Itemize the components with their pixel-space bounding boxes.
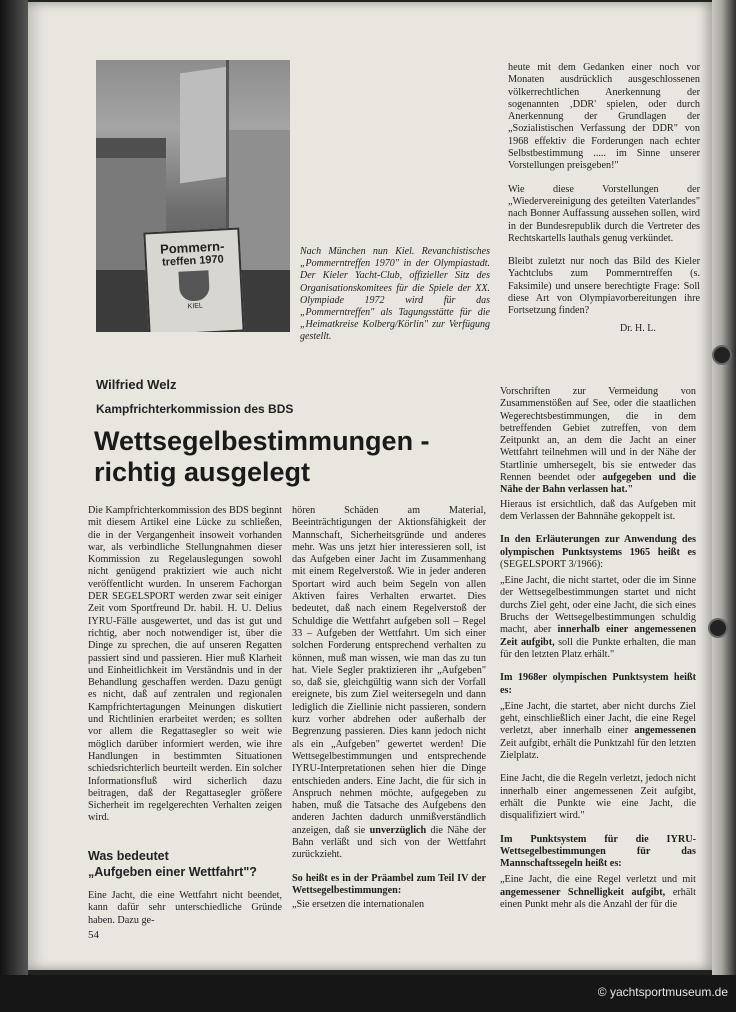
photo-sign <box>143 228 244 332</box>
watermark: © yachtsportmuseum.de <box>597 985 728 999</box>
subheading-line: „Aufgeben einer Wettfahrt"? <box>88 865 257 879</box>
photo-roof <box>96 138 166 158</box>
paragraph: Vorschriften zur Vermeidung von Zusammenstößen auf See, oder die staatlichen Wegerechtsbestimmungen, die in dem betreffenden Gebiet zutreffen, von dem Zeitpunkt an, an dem die Jacht an einer Wettfahrt teilnehmen will und in der Nähe der Startlinie umhersegelt, bis sie entweder das Rennen beendet oder aufgegeben und die Nähe der Bahn verlassen hat." <box>500 386 696 496</box>
paragraph: Die Kampfrichterkommission des BDS beginnt mit diesem Artikel eine Lücke zu schließen, die in der Vergangenheit insoweit vorhanden war, als verbindliche Stellungnahmen dieser Kommission zu Regelauslegungen sowohl nicht genügend praktiziert wie auch nicht veröffentlicht wurden. In unserem Fachorgan DER SEGELSPORT werden zwar seit einiger Zeit vom Sportfreund Dr. habil. H. U. Delius IYRU-Fälle ausgewertet, und das ist gut und richtig, aber noch notwendiger ist, über die Dinge zu sprechen, die auf unseren Regatten passiert sind und passieren. Hier muß Klarheit und Einheitlichkeit im Verständnis und in der Behandlung geschaffen werden. Dazu genügt es nicht, daß auf zentralen und regionalen Kampfrichtertagungen Meinungen diskutiert und Richtlinien erarbeitet werden; es sollten vor allem die Regattasegler so weit wie möglich darüber informiert werden, wie ihre Handlungen in bestimmten Situationen schiedsrichterlich beurteilt werden. Ein solcher Informationsfluß wird sicherlich dazu beitragen, daß der Regattasegler größere Sicherheit im regelgerechten Verhalten zeigen wird. <box>88 505 282 824</box>
article-column-2 <box>292 505 486 923</box>
photo-flag <box>180 67 228 184</box>
paragraph: Bleibt zuletzt nur noch das Bild des Kieler Yachtclubs zum Pommerntreffen (s. Faksimile) und unsere berechtigte Frage: Soll diese Art von Olympiavorbereitungen ihre Fortsetzung finden? <box>508 256 700 317</box>
sign-text: treffen 1970 <box>161 253 225 269</box>
paragraph: „Eine Jacht, die nicht startet, oder die im Sinne der Wettsegelbestimmungen startet und nicht durchs Ziel geht, oder eine Jacht, die sich eines Bruchs der Wettsegelbestimmungen schuldig macht, aber innerhalb einer angemessenen Zeit aufgibt, soll die Punkte erhalten, die man für den letzten Platz erhält." <box>500 575 696 660</box>
paragraph: Hieraus ist ersichtlich, daß das Aufgeben mit dem Verlassen der Bahnnähe gekoppelt ist. <box>500 498 696 522</box>
headline-line: Wettsegelbestimmungen - <box>94 426 430 456</box>
article-column-1-continued <box>88 890 282 938</box>
photo-kiel-yacht-club <box>96 60 290 332</box>
paragraph-heading: Im 1968er olympischen Punktsystem heißt es: <box>500 672 696 696</box>
paragraph: heute mit dem Gedanken einer noch vor Monaten ausdrücklich ausgeschlossenen völkerrechtlichen Anerkennung der sogenannten ‚DDR' spielen, oder durch Anerkennung der Grundlagen der „Sozialistischen Verfassung der DDR" von 1968 effektiv die Forderungen nach echter Selbstbestimmung ..... im Sinne unserer Vorstellungen preisgeben!" <box>508 62 700 172</box>
sign-text: KIEL <box>187 302 204 311</box>
author-name: Wilfried Welz <box>96 377 177 392</box>
sign-text: Pommern- <box>159 238 225 257</box>
paragraph-heading: So heißt es in der Präambel zum Teil IV der Wettsegelbestimmungen: <box>292 872 486 896</box>
crest-icon <box>178 270 210 302</box>
signature: Dr. H. L. <box>620 323 656 334</box>
paragraph: Eine Jacht, die die Regeln verletzt, jedoch nicht innerhalb einer angemessenen Zeit aufgibt, erhält die Punkte wie eine Jacht, die disqualifiziert wird." <box>500 773 696 822</box>
paragraph: „Sie ersetzen die internationalen <box>292 899 425 911</box>
section-subheading <box>88 848 257 880</box>
paragraph-heading: Im Punktsystem für die IYRU-Wettsegelbestimmungen für das Mannschaftssegeln heißt es: <box>500 833 696 870</box>
scan-right-edge <box>712 0 736 975</box>
article-headline <box>94 426 430 488</box>
paragraph-heading: In den Erläuterungen zur Anwendung des olympischen Punktsystems 1965 heißt es (SEGELSPORT 3/1966): <box>500 534 696 570</box>
binder-hole-icon <box>708 618 728 638</box>
headline-line: richtig ausgelegt <box>94 457 311 487</box>
top-right-column <box>508 62 700 329</box>
photo-caption: Nach München nun Kiel. Revanchistisches „Pommerntreffen 1970" in der Olympiastadt. Der Kieler Yacht-Club, offizieller Sitz des Organisationskomitees für die Spiele der XX. Olympiade 1972 wird für das „Pommerntreffen" als Tagungsstätte für die „Heimatkreise Kolberg/Körlin" zur Verfügung gestellt. <box>300 246 490 343</box>
subheading-line: Was bedeutet <box>88 849 169 863</box>
paragraph: Wie diese Vorstellungen der „Wiedervereinigung des geteilten Vaterlandes" nach Bonner Auffassung aussehen sollen, wird in der Bundesrepublik durch die Vertreter des Rechtskartells lauthals genug verkündet. <box>508 183 700 244</box>
paragraph: „Eine Jacht, die eine Regel verletzt und mit angemessener Schnelligkeit aufgibt, erhält einen Punkt mehr als die Anzahl der für die <box>500 874 697 910</box>
page-number: 54 <box>88 929 99 941</box>
article-column-3 <box>500 386 696 922</box>
paragraph: hören Schäden am Material, Beeinträchtigungen der Aktionsfähigkeit der Mannschaft, Sicherheitsgründe und anderes mehr. Was uns jetzt hier interessieren soll, ist das Aufgeben einer Jacht im Zusammenhang mit einem Regelverstoß. Wie in jeder anderen Sportart wird auch beim Segeln von allen Aktiven faires Verhalten erwartet. Dies bedeutet, daß nach einem Regelverstoß der Schuldige die Wettfahrt aufgeben soll – Regel 33 – Aufgeben der Wettfahrt. Um sich einer solchen Forderung entsprechend verhalten zu können, muß man wissen, wie man das zu tun hat. Viele Segler praktizieren ihr „Aufgeben" so, daß sie, gleichgültig wann sich der Vorfall ereignete, bis zum Ziel weitersegeln und dann lediglich die Ziellinie nicht passieren, sondern kurz vorher abdrehen oder außerhalb der Begrenzung passieren. Dies kann jedoch nicht als ein „Aufgeben" gewertet werden! Die Wettsegelbestimmungen und entsprechende IYRU-Interpretationen sehen hier die Dinge entschieden anders. Eine Jacht, die für sich in Anspruch nehmen möchte, aufgegeben zu haben, muß die Tatsache des Aufgebens den anderen Jachten dadurch unmißverständlich anzeigen, daß sie unverzüglich die Nähe der Bahn verläßt und sich von der Wettfahrt zurückzieht. <box>292 505 487 861</box>
scan-left-edge <box>0 0 28 975</box>
article-column-1 <box>88 505 282 836</box>
paragraph: „Eine Jacht, die startet, aber nicht durchs Ziel geht, einschließlich einer Jacht, die eine Regel verletzt, aber innerhalb einer angemessenen Zeit aufgibt, erhält die Punktzahl für den letzten Zielplatz. <box>500 700 697 762</box>
author-department: Kampfrichterkommission des BDS <box>96 402 294 416</box>
paragraph: Eine Jacht, die eine Wettfahrt nicht beendet, kann dafür sehr unterschiedliche Gründe haben. Dazu ge- <box>88 890 282 926</box>
binder-hole-icon <box>712 345 732 365</box>
